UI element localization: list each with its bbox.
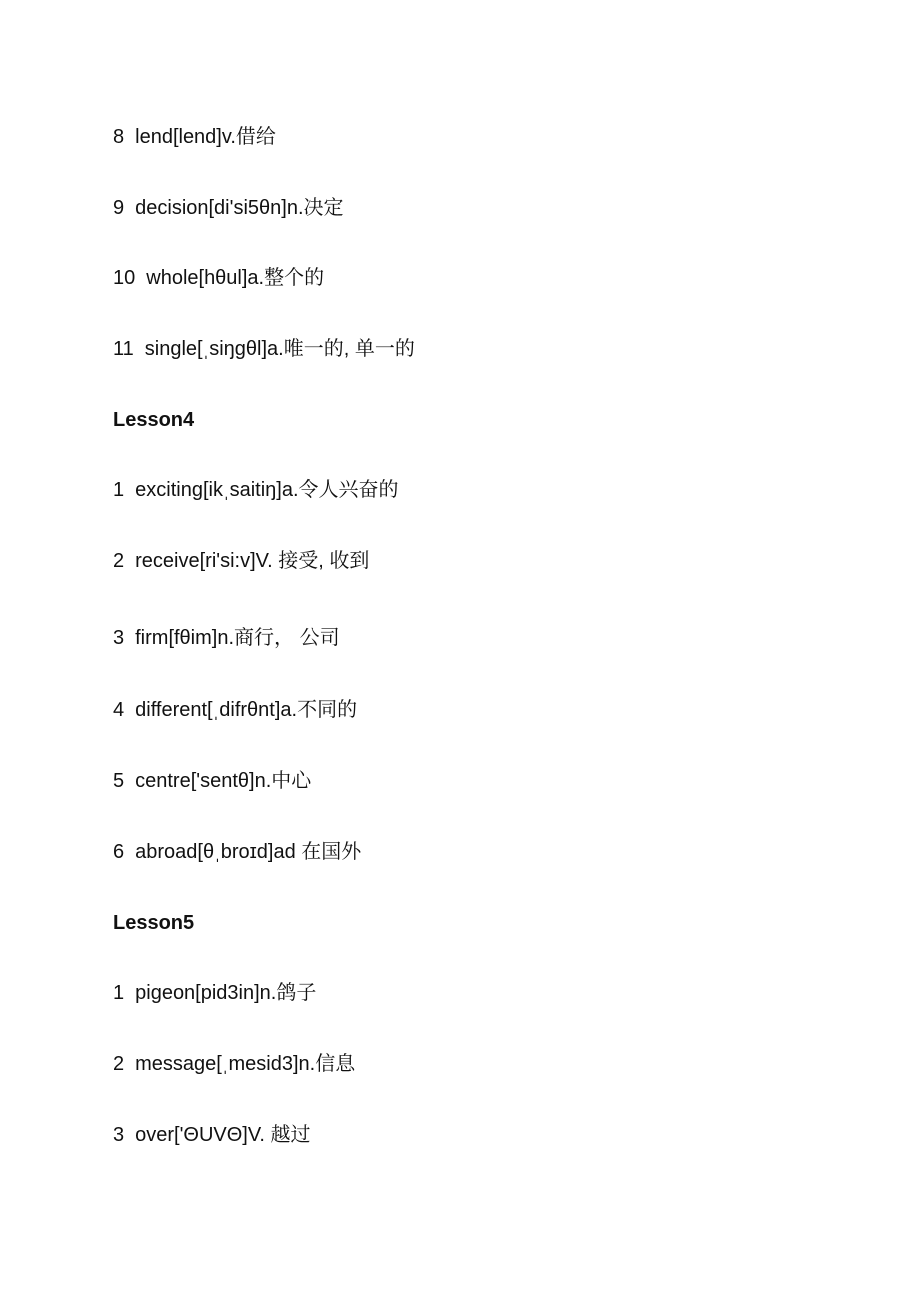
vocab-entry [113,478,399,502]
entry-text: over['ΘUVΘ]V. 越过 [135,1124,311,1146]
vocab-entry [113,840,361,864]
entry-number: 3 [113,627,125,649]
vocab-entry [113,769,311,793]
entry-text: firm[fθim]n.商行， 公司 [135,627,340,649]
entry-number: 2 [113,550,125,572]
entry-number: 9 [113,197,125,219]
entry-text: message[ˌmesid3]n.信息 [135,1053,356,1075]
vocab-entry [113,266,324,290]
vocab-entry [113,196,344,220]
lesson-heading: Lesson5 [113,912,195,934]
entry-number: 1 [113,982,125,1004]
entry-text: single[ˌsiŋgθl]a.唯一的, 单一的 [144,338,415,360]
entry-text: decision[di'si5θn]n.决定 [135,197,344,219]
entry-number: 4 [113,699,125,721]
lesson-heading: Lesson4 [113,409,195,431]
entry-number: 10 [113,267,136,289]
entry-text: centre['sentθ]n.中心 [135,770,312,792]
vocab-entry [113,549,369,573]
entry-text: whole[hθul]a.整个的 [146,267,325,289]
entry-number: 6 [113,841,125,863]
vocab-entry [113,981,316,1005]
entry-number: 1 [113,479,125,501]
entry-text: receive[ri'si:v]V. 接受, 收到 [135,550,370,572]
vocab-entry [113,1123,310,1147]
entry-number: 11 [113,338,134,360]
entry-text: lend[lend]v.借给 [135,126,276,148]
vocab-entry [113,626,340,650]
vocab-entry [113,337,415,361]
entry-text: different[ˌdifrθnt]a.不同的 [135,699,358,721]
entry-number: 5 [113,770,125,792]
vocab-entry [113,698,357,722]
entry-number: 3 [113,1124,125,1146]
entry-text: exciting[ikˌsaitiŋ]a.令人兴奋的 [135,479,399,501]
vocab-entry [113,1052,355,1076]
entry-number: 2 [113,1053,125,1075]
entry-text: pigeon[pid3in]n.鸽子 [135,982,317,1004]
entry-text: abroad[θˌbroɪd]ad 在国外 [135,841,362,863]
entry-number: 8 [113,126,125,148]
vocab-entry [113,125,276,149]
